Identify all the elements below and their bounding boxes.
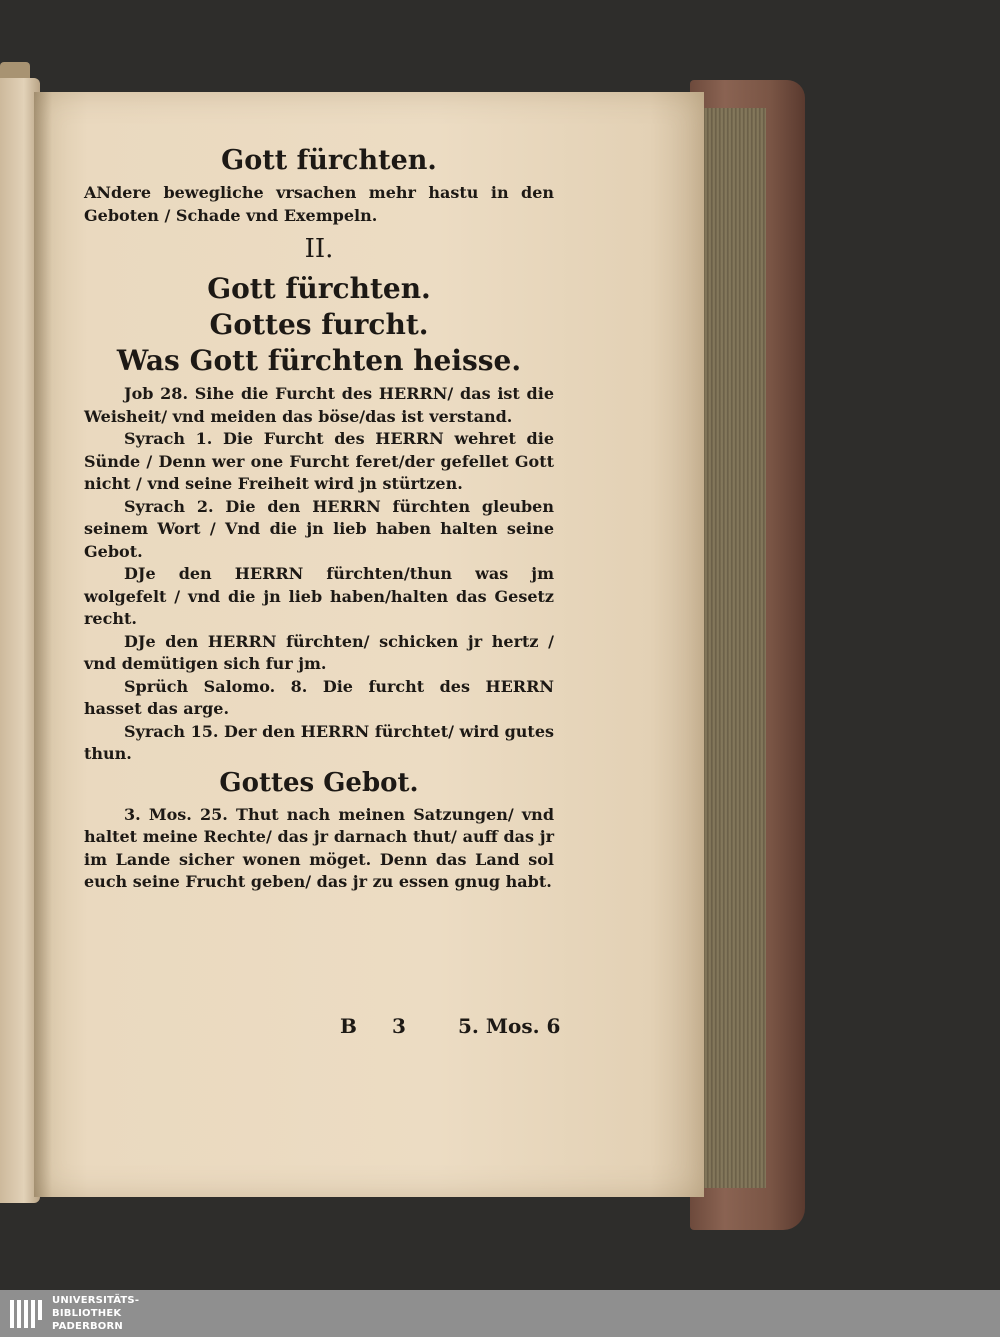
intro-paragraph	[84, 182, 554, 227]
paragraph-syrach-2: Syrach 2. Die den HERRN fürchten gleuben seinem Wort / Vnd die jn lieb haben halten seine Gebot.	[84, 496, 554, 561]
page-footer	[340, 1014, 570, 1044]
library-name-line-1: UNIVERSITÄTS-	[52, 1295, 140, 1306]
signature-mark: B	[340, 1014, 357, 1038]
scripture-paragraphs	[84, 383, 554, 766]
running-header: Gott fürchten.	[221, 145, 437, 176]
catchword: 5. Mos. 6	[458, 1014, 561, 1038]
intro-text: ANdere bewegliche vrsachen mehr hastu in den Geboten / Schade vnd Exempeln.	[84, 183, 554, 225]
page-text	[84, 140, 554, 894]
library-footer-bar	[0, 1290, 1000, 1337]
gebot-paragraph	[84, 804, 554, 894]
paragraph-die-den-herrn-2: DJe den HERRN fürchten/ schicken jr hertz / vnd demütigen sich fur jm.	[84, 631, 554, 673]
library-name-line-3: PADERBORN	[52, 1321, 123, 1332]
paragraph-syrach-15: Syrach 15. Der den HERRN fürchtet/ wird gutes thun.	[84, 721, 554, 763]
page-gutter	[34, 92, 52, 1197]
heading-was-gott-fuerchten: Was Gott fürchten heisse.	[116, 344, 522, 377]
heading-gottes-gebot: Gottes Gebot.	[219, 767, 419, 798]
library-name-line-2: BIBLIOTHEK	[52, 1308, 122, 1319]
paragraph-job-28: Job 28. Sihe die Furcht des HERRN/ das ist die Weisheit/ vnd meiden das böse/das ist verstand.	[84, 384, 554, 426]
paragraph-sprueche-8: Sprüch Salomo. 8. Die furcht des HERRN hasset das arge.	[84, 676, 554, 718]
library-logo-icon	[8, 1296, 46, 1332]
heading-gott-fuerchten: Gott fürchten.	[207, 272, 431, 305]
paragraph-die-den-herrn-1: DJe den HERRN fürchten/thun was jm wolgefelt / vnd die jn lieb haben/halten das Gesetz recht.	[84, 564, 554, 628]
page-number: 3	[392, 1014, 406, 1038]
page-fore-edge	[700, 108, 766, 1188]
heading-gottes-furcht: Gottes furcht.	[209, 308, 429, 341]
paragraph-syrach-1: Syrach 1. Die Furcht des HERRN wehret die Sünde / Denn wer one Furcht feret/der gefellet Gott nicht / vnd seine Freiheit wird jn stürtzen.	[84, 429, 554, 493]
library-name	[52, 1294, 192, 1333]
paragraph-3-mos-25: 3. Mos. 25. Thut nach meinen Satzungen/ vnd haltet meine Rechte/ das jr darnach thut/ auff das jr im Lande sicher wonen möget. Denn das Land sol euch seine Frucht geben/ das jr zu essen gnug habt.	[84, 804, 554, 891]
section-number: II.	[304, 234, 334, 264]
